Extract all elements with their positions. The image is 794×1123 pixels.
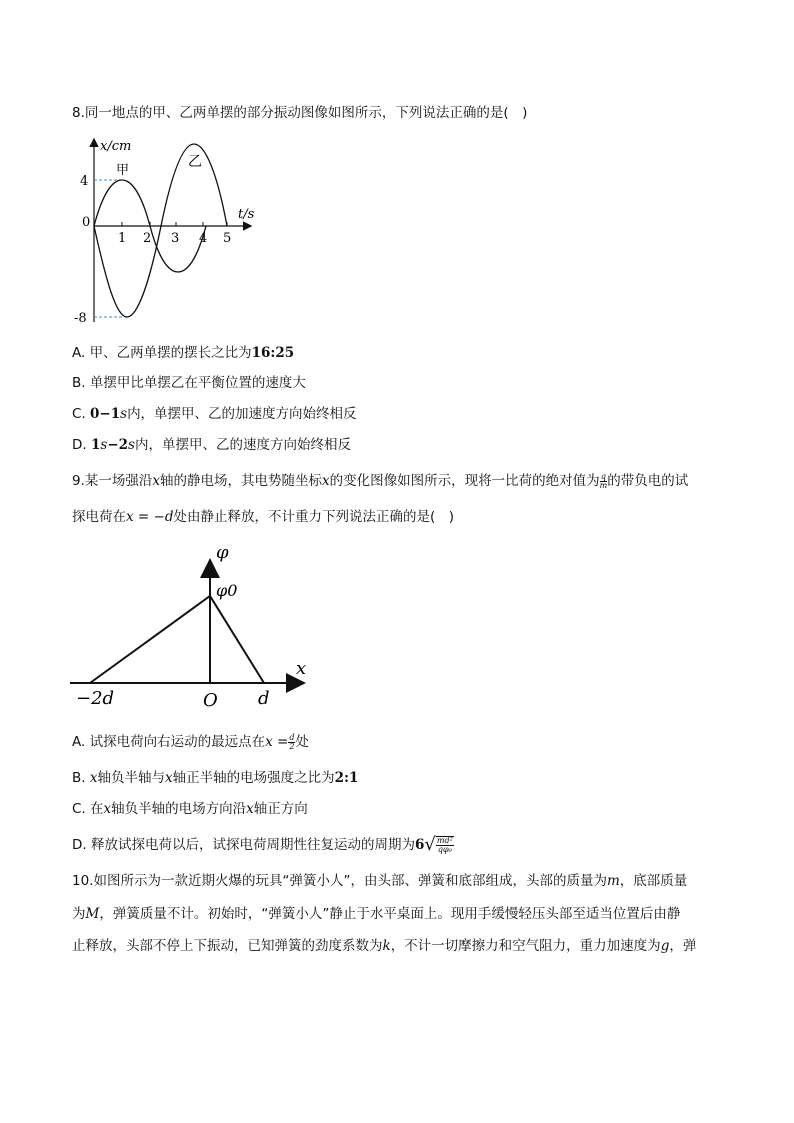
q8-tick-y-4: 4: [80, 174, 89, 189]
q9-origin-label: O: [203, 690, 218, 711]
q9-y-axis-label: φ: [216, 542, 229, 563]
q8-tick-y-neg8: -8: [74, 311, 87, 326]
q10-line2: 为M，弹簧质量不计。初始时，“弹簧小人”静止于水平桌面上。现用手缓慢轻压头部至适当位置后由静: [72, 906, 681, 922]
q8-curve-jia-label: 甲: [116, 163, 130, 178]
q8-tick-x-3: 3: [171, 231, 180, 246]
q10-line1: 10.如图所示为一款近期火爆的玩具“弹簧小人”，由头部、弹簧和底部组成，头部的质量为m，底部质量: [72, 873, 688, 889]
q9-potential-line: [90, 596, 264, 683]
q9-stem-line1: 9.某一场强沿x轴的静电场，其电势随坐标x的变化图像如图所示，现将一比荷的绝对值为 $\frac{q}{m}$ 的带负电的试: [72, 471, 689, 490]
q9-option-d[interactable]: D. 释放试探电荷以后，试探电荷周期性往复运动的周期为6√ $\frac{\text{md²}}{\text{qφ₀}}$: [72, 834, 453, 855]
q8-tick-x-2: 2: [143, 231, 152, 246]
q9-left-label: −2d: [76, 688, 115, 709]
q8-tick-x-4: 4: [199, 231, 208, 246]
q8-tick-x-5: 5: [223, 231, 232, 246]
sqrt-icon: √: [424, 834, 436, 855]
q8-tick-x-1: 1: [118, 231, 127, 246]
q8-option-a[interactable]: A. 甲、乙两单摆的摆长之比为16:25: [72, 345, 295, 361]
q9-option-c[interactable]: C. 在x轴负半轴的电场方向沿x轴正方向: [72, 801, 308, 817]
q9-option-b[interactable]: B. x轴负半轴与x轴正半轴的电场强度之比为2:1: [72, 770, 359, 786]
q8-y-axis-label: x/cm: [100, 139, 132, 154]
q9-x-axis-label: x: [296, 658, 307, 679]
q8-option-d[interactable]: D. 1s−2s内，单摆甲、乙的速度方向始终相反: [72, 437, 351, 453]
q8-option-b[interactable]: B. 单摆甲比单摆乙在平衡位置的速度大: [72, 375, 306, 391]
q9-charge-ratio: $\frac{q}{m}$: [599, 471, 608, 490]
q8-option-c[interactable]: C. 0−1s内，单摆甲、乙的加速度方向始终相反: [72, 406, 357, 422]
q9-potential-graph: [70, 538, 330, 713]
q8-curve-yi-label: 乙: [188, 154, 202, 170]
q8-x-axis-label: t/s: [238, 207, 255, 222]
q8-oscillation-graph: [70, 132, 270, 332]
q9-stem-line2: 探电荷在x = −d处由静止释放，不计重力下列说法正确的是( ): [72, 509, 455, 525]
q10-line3: 止释放，头部不停上下振动，已知弹簧的劲度系数为k，不计一切摩擦力和空气阻力，重力加速度为g，弹: [72, 938, 697, 954]
q8-stem: 8.同一地点的甲、乙两单摆的部分振动图像如图所示，下列说法正确的是( ): [72, 105, 528, 121]
q8-tick-y-0: 0: [82, 215, 91, 230]
q9-peak-label: φ0: [216, 581, 238, 600]
q9-option-a[interactable]: A. 试探电荷向右运动的最远点在x = $\frac{d}{2}$ 处: [72, 732, 309, 751]
q9-right-label: d: [258, 688, 270, 709]
